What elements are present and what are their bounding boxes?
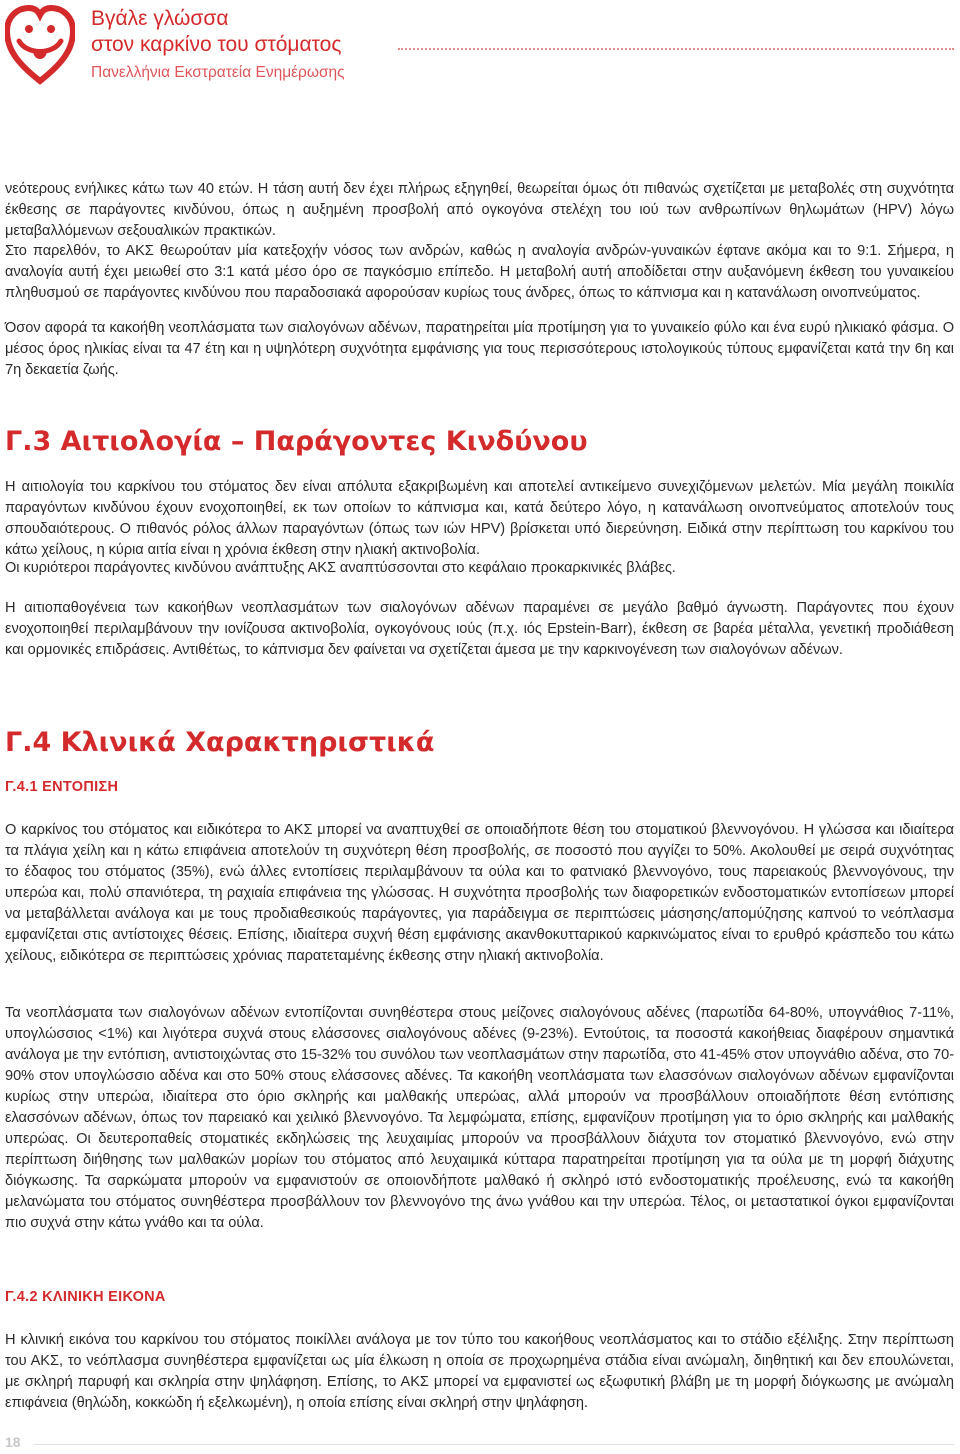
page-number: 18 — [5, 1434, 21, 1450]
subsection-heading-g42: Γ.4.2 ΚΛΙΝΙΚΗ ΕΙΚΟΝΑ — [5, 1289, 166, 1305]
smiling-face-tongue-out-icon — [5, 5, 75, 85]
section-heading-g4: Γ.4 Κλινικά Χαρακτηριστικά — [5, 727, 435, 758]
intro-paragraph: Στο παρελθόν, το ΑΚΣ θεωρούταν μία κατεξοχήν νόσος των ανδρών, καθώς η αναλογία ανδρών-γυναικών έφτανε ακόμα και το 9:1. Σήμερα, η αναλογία αυτή έχει μειωθεί στο 3:1 κατά μέσο όρο σε παγκόσμιο επίπεδο. Η μεταβολή αυτή αποδίδεται στην αυξανόμενη έκθεση του γυναικείου πληθυσμού σε παράγοντες κινδύνου που παραδοσιακά αφορούσαν κυρίως τους άνδρες, όπως το κάπνισμα και η κατανάλωση οινοπνεύματος. — [5, 243, 954, 301]
section-heading-g3: Γ.3 Αιτιολογία – Παράγοντες Κινδύνου — [5, 426, 588, 457]
footer-rule — [34, 1444, 954, 1445]
intro-paragraph: νεότερους ενήλικες κάτω των 40 ετών. Η τάση αυτή δεν έχει πλήρως εξηγηθεί, θεωρείται όμως ότι πιθανώς σχετίζεται με μεταβολές στη συχνότητα έκθεσης σε παράγοντες κινδύνου, όπως η αυξημένη προσβολή από ογκογόνα στελέχη του ιού των ανθρωπίνων θηλωμάτων (HPV) λόγω μεταβαλλόμενων σεξουαλικών πρακτικών. — [5, 181, 954, 239]
g3-paragraph: Η αιτιολογία του καρκίνου του στόματος δεν είναι απόλυτα εξακριβωμένη και αποτελεί αντικείμενο συνεχιζόμενων μελετών. Μία μεγάλη ποικιλία παραγόντων κινδύνου έχουν ενοχοποιηθεί, εκ των οποίων το κάπνισμα και, κατά δεύτερο λόγο, η κατανάλωση οινοπνεύματος αποτελούν τους σπουδαιότερους. Ο πιθανός ρόλος άλλων παραγόντων (όπως των ιών HPV) βρίσκεται υπό διερεύνηση. Ειδικά στην περίπτωση του καρκίνου του κάτω χείλους, η κύρια αιτία είναι η χρόνια έκθεση στην ηλιακή ακτινοβολία. — [5, 479, 954, 558]
header-dotted-rule — [398, 48, 954, 50]
brand-subtitle: Πανελλήνια Εκστρατεία Ενημέρωσης — [91, 64, 345, 81]
intro-paragraph: Όσον αφορά τα κακοήθη νεοπλάσματα των σιαλογόνων αδένων, παρατηρείται μία προτίμηση για το γυναικείο φύλο και ένα ευρύ ηλικιακό φάσμα. Ο μέσος όρος ηλικίας είναι τα 47 έτη και η υψηλότερη συχνότητα εμφάνισης για τους περισσότερους ιστολογικούς τύπους εμφανίζεται κατά την 6η και 7η δεκαετία ζωής. — [5, 320, 954, 378]
brand-title-line2: στον καρκίνο του στόματος — [91, 33, 342, 56]
brand-title-line1: Βγάλε γλώσσα — [91, 7, 229, 30]
page-header — [0, 0, 960, 100]
g3-paragraph: Η αιτιοπαθογένεια των κακοήθων νεοπλασμάτων των σιαλογόνων αδένων παραμένει σε μεγάλο βαθμό άγνωστη. Παράγοντες που έχουν ενοχοποιηθεί περιλαμβάνουν την ιονίζουσα ακτινοβολία, ογκογόνους ιούς (π.χ. ιός Epstein-Barr), έκθεση σε βαρέα μέταλλα, γενετική προδιάθεση και ορμονικές επιδράσεις. Αντιθέτως, το κάπνισμα δεν φαίνεται να σχετίζεται άμεσα με την καρκινογένεση των σιαλογόνων αδένων. — [5, 600, 954, 658]
g42-paragraph: Η κλινική εικόνα του καρκίνου του στόματος ποικίλλει ανάλογα με τον τύπο του κακοήθους νεοπλάσματος και το στάδιο εξέλιξης. Στην περίπτωση του ΑΚΣ, το νεόπλασμα συνηθέστερα εμφανίζεται ως μία έλκωση η οποία σε προχωρημένα στάδια είναι ανώμαλη, διηθητική και δεν επουλώνεται, με σκληρή παρυφή και σκληρία στην ψηλάφηση. Επίσης, το ΑΚΣ μπορεί να εμφανιστεί ως εξωφυτική βλάβη με τη μορφή διόγκωσης με ανώμαλη επιφάνεια (θηλώδη, κοκκώδη ή εξελκωμένη), η οποία επίσης είναι σκληρή στην ψηλάφηση. — [5, 1332, 954, 1411]
subsection-heading-g41: Γ.4.1 ΕΝΤΟΠΙΣΗ — [5, 779, 119, 795]
g41-paragraph: Τα νεοπλάσματα των σιαλογόνων αδένων εντοπίζονται συνηθέστερα στους μείζονες σιαλογόνους αδένες (παρωτίδα 64-80%, υπογνάθιος 7-11%, υπογλώσσιος <1%) και λιγότερα συχνά στους ελάσσονες σιαλογόνους αδένες (9-23%). Εντούτοις, τα ποσοστά κακοήθειας διαφέρουν σημαντικά ανάλογα με την εντόπιση, αντιστοιχώντας στο 15-32% του συνόλου των νεοπλασμάτων στην παρωτίδα, στο 41-45% στον υπογνάθιο αδένα, στο 70-90% στον υπογλώσσιο αδένα και στο 50% στους ελάσσονες αδένες. Τα κακοήθη νεοπλάσματα των ελασσόνων σιαλογόνων αδένων εμφανίζονται κυρίως στην υπερώα, ιδιαίτερα στο όριο σκληρής και μαλθακής υπερώας, αλλά μπορούν να προσβάλλουν οποιαδήποτε θέση εντόπισης ελασσόνων αδένων, όπως τον παρειακό και χειλικό βλεννογόνο. Τα λεμφώματα, επίσης, εμφανίζουν προτίμηση για το όριο σκληρής και μαλθακής υπερώας. Οι δευτεροπαθείς στοματικές εκδηλώσεις της λευχαιμίας μπορούν να προσβάλλουν διάχυτα τον στοματικό βλεννογόνο, ενώ στην περίπτωση διήθησης των μαλθακών μορίων του στόματος από λευχαιμικά κύτταρα παρατηρείται προτίμηση για τα ούλα με τη μορφή διάχυτης διόγκωσης. Τα σαρκώματα μπορούν να εμφανιστούν σε οποιονδήποτε μαλθακό ή σκληρό ιστό ενδοστοματικής προέλευσης, ενώ τα κακοήθη μελανώματα του στόματος συνηθέστερα προσβάλλουν τον βλεννογόνο της άνω γνάθου και την υπερώα. Τέλος, οι μεταστατικοί όγκοι εμφανίζονται πιο συχνά στην κάτω γνάθο και τα ούλα. — [5, 1005, 954, 1231]
brand-title — [91, 6, 341, 58]
g3-paragraph: Οι κυριότεροι παράγοντες κινδύνου ανάπτυξης ΑΚΣ αναπτύσσονται στο κεφάλαιο προκαρκινικές βλάβες. — [5, 560, 676, 576]
g41-paragraph: Ο καρκίνος του στόματος και ειδικότερα το ΑΚΣ μπορεί να αναπτυχθεί σε οποιαδήποτε θέση του στοματικού βλεννογόνου. Η γλώσσα και ιδιαίτερα τα πλάγια χείλη και η κάτω επιφάνεια αποτελούν τη συχνότερη θέση προσβολής, σε ποσοστό που αγγίζει το 50%. Ακολουθεί με σειρά συχνότητας το έδαφος του στόματος (35%), ενώ άλλες εντοπίσεις περιλαμβάνουν τα ούλα και το φατνιακό βλεννογόνο, τους παρειακούς βλεννογόνους, την υπερώα και, πολύ σπανιότερα, τη ραχιαία επιφάνεια της γλώσσας. Η συχνότητα προσβολής των διαφορετικών ενδοστοματικών εντοπίσεων μπορεί να μεταβάλλεται ανάλογα και με τους προδιαθεσικούς παράγοντες, για παράδειγμα σε περιπτώσεις μάσησης/απομύζησης καπνού το νεόπλασμα εμφανίζεται στις αντίστοιχες θέσεις. Επίσης, ιδιαίτερα συχνή θέση εμφάνισης ακανθοκυτταρικού καρκινώματος είναι το ερυθρό κράσπεδο του κάτω χείλους, ειδικότερα σε περιπτώσεις χρόνιας παρατεταμένης έκθεσης στην ηλιακή ακτινοβολία. — [5, 822, 954, 964]
